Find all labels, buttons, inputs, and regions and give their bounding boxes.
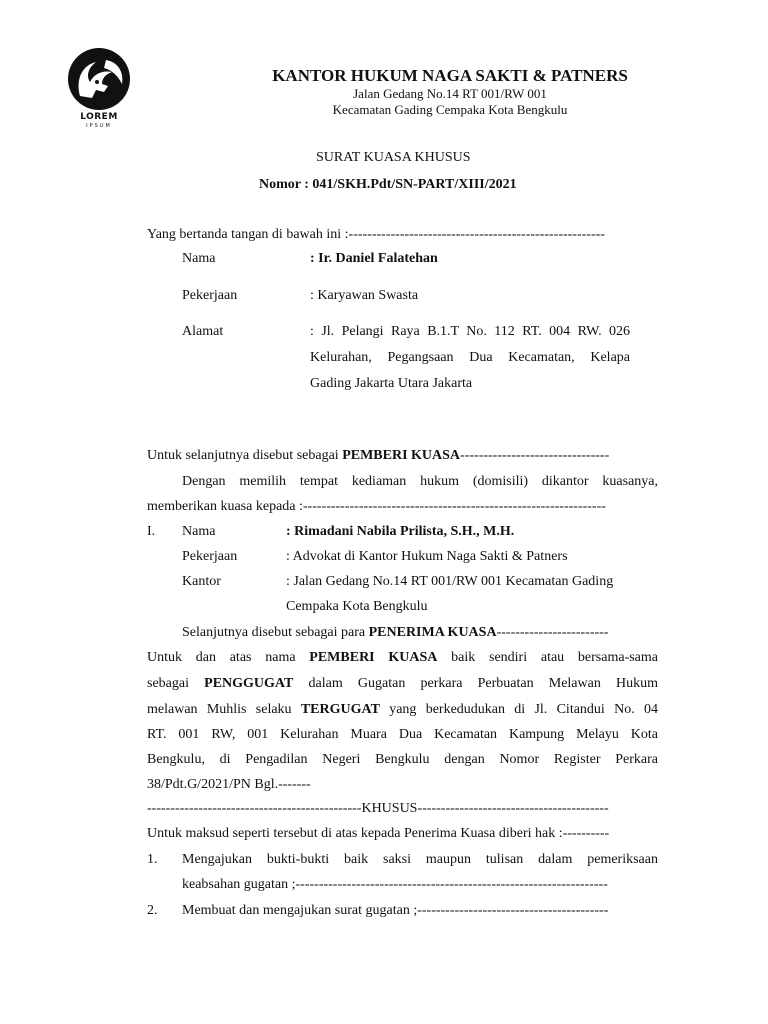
item-1-line1: Mengajukan bukti-bukti baik saksi maupun tulisan dalam pemeriksaan — [182, 852, 658, 867]
body-line5: Bengkulu, di Pengadilan Negeri Bengkulu dengan Nomor Register Perkara — [147, 752, 658, 767]
body-line6: 38/Pdt.G/2021/PN Bgl.------- — [147, 777, 311, 792]
body-l2-c: dalam Gugatan perkara Perbuatan Melawan Hukum — [293, 676, 659, 691]
grantor-reference — [147, 448, 609, 464]
grantor-address-label: Alamat — [182, 324, 224, 339]
attorney-name-value: : Rimadani Nabila Prilista, S.H., M.H. — [286, 524, 515, 539]
body-l3-b: TERGUGAT — [300, 702, 380, 717]
purpose-text: Untuk maksud seperti tersebut di atas kepada Penerima Kuasa diberi hak :---------- — [147, 826, 610, 841]
attorney-ref-suffix: ------------------------ — [496, 625, 609, 640]
grantor-job-label: Pekerjaan — [182, 288, 238, 303]
firm-address-line2: Kecamatan Gading Cempaka Kota Bengkulu — [332, 102, 568, 117]
grantor-address-line2: Kelurahan, Pegangsaan Dua Kecamatan, Kelapa — [310, 350, 630, 365]
body-line1 — [147, 650, 658, 666]
body-line2 — [147, 676, 658, 692]
domicile-line1: Dengan memilih tempat kediaman hukum (domisili) dikantor kuasanya, — [182, 474, 658, 489]
attorney-ref-bold: PENERIMA KUASA — [368, 625, 497, 640]
attorney-numeral: I. — [147, 524, 156, 539]
grantor-name-value: : Ir. Daniel Falatehan — [310, 251, 438, 266]
document-number: Nomor : 041/SKH.Pdt/SN-PART/XIII/2021 — [259, 177, 517, 192]
logo-text: LOREM — [80, 112, 118, 122]
document-title: SURAT KUASA KHUSUS — [316, 150, 471, 165]
grantor-name-label: Nama — [182, 251, 216, 266]
khusus-divider: ----------------------------------------------KHUSUS----------------------------------------- — [147, 801, 609, 816]
firm-logo — [66, 46, 132, 132]
body-l1-b: PEMBERI KUASA — [309, 650, 438, 665]
firm-address-line1: Jalan Gedang No.14 RT 001/RW 001 — [353, 86, 547, 101]
attorney-office-line1: : Jalan Gedang No.14 RT 001/RW 001 Kecamatan Gading — [286, 574, 614, 589]
body-l3-a: melawan Muhlis selaku — [147, 702, 301, 717]
body-line4: RT. 001 RW, 001 Kelurahan Muara Dua Kecamatan Kampung Melayu Kota — [147, 727, 658, 742]
attorney-ref-prefix: Selanjutnya disebut sebagai para — [182, 625, 369, 640]
item-2-number: 2. — [147, 903, 158, 918]
body-l2-a: sebagai — [147, 676, 205, 691]
body-l1-a: Untuk dan atas nama — [147, 650, 310, 665]
grantor-ref-prefix: Untuk selanjutnya disebut sebagai — [147, 448, 343, 463]
intro-text: Yang bertanda tangan di bawah ini :------------------------------------------------------- — [147, 227, 605, 242]
grantor-address-line1: : Jl. Pelangi Raya B.1.T No. 112 RT. 004 RW. 026 — [310, 324, 630, 339]
attorney-reference — [182, 625, 608, 641]
goat-head-icon — [66, 46, 132, 112]
logo-subtext: IPSUM — [86, 123, 112, 129]
body-l3-c: yang berkedudukan di Jl. Citandui No. 04 — [379, 702, 658, 717]
body-l1-c: baik sendiri atau bersama-sama — [437, 650, 658, 665]
firm-name: KANTOR HUKUM NAGA SAKTI & PATNERS — [272, 66, 628, 85]
item-2-line1: Membuat dan mengajukan surat gugatan ;----------------------------------------- — [182, 903, 609, 918]
attorney-office-line2: Cempaka Kota Bengkulu — [286, 599, 428, 614]
grantor-ref-bold: PEMBERI KUASA — [342, 448, 461, 463]
domicile-line2: memberikan kuasa kepada :----------------------------------------------------------------- — [147, 499, 606, 514]
grantor-job-value: : Karyawan Swasta — [310, 288, 419, 303]
attorney-office-label: Kantor — [182, 574, 221, 589]
attorney-name-label: Nama — [182, 524, 216, 539]
grantor-ref-suffix: -------------------------------- — [460, 448, 610, 463]
body-line3 — [147, 702, 658, 718]
grantor-address-line3: Gading Jakarta Utara Jakarta — [310, 376, 473, 391]
attorney-job-value: : Advokat di Kantor Hukum Naga Sakti & Patners — [286, 549, 568, 564]
item-1-line2: keabsahan gugatan ;------------------------------------------------------------------- — [182, 877, 608, 892]
body-l2-b: PENGGUGAT — [204, 676, 294, 691]
attorney-job-label: Pekerjaan — [182, 549, 238, 564]
item-1-number: 1. — [147, 852, 158, 867]
